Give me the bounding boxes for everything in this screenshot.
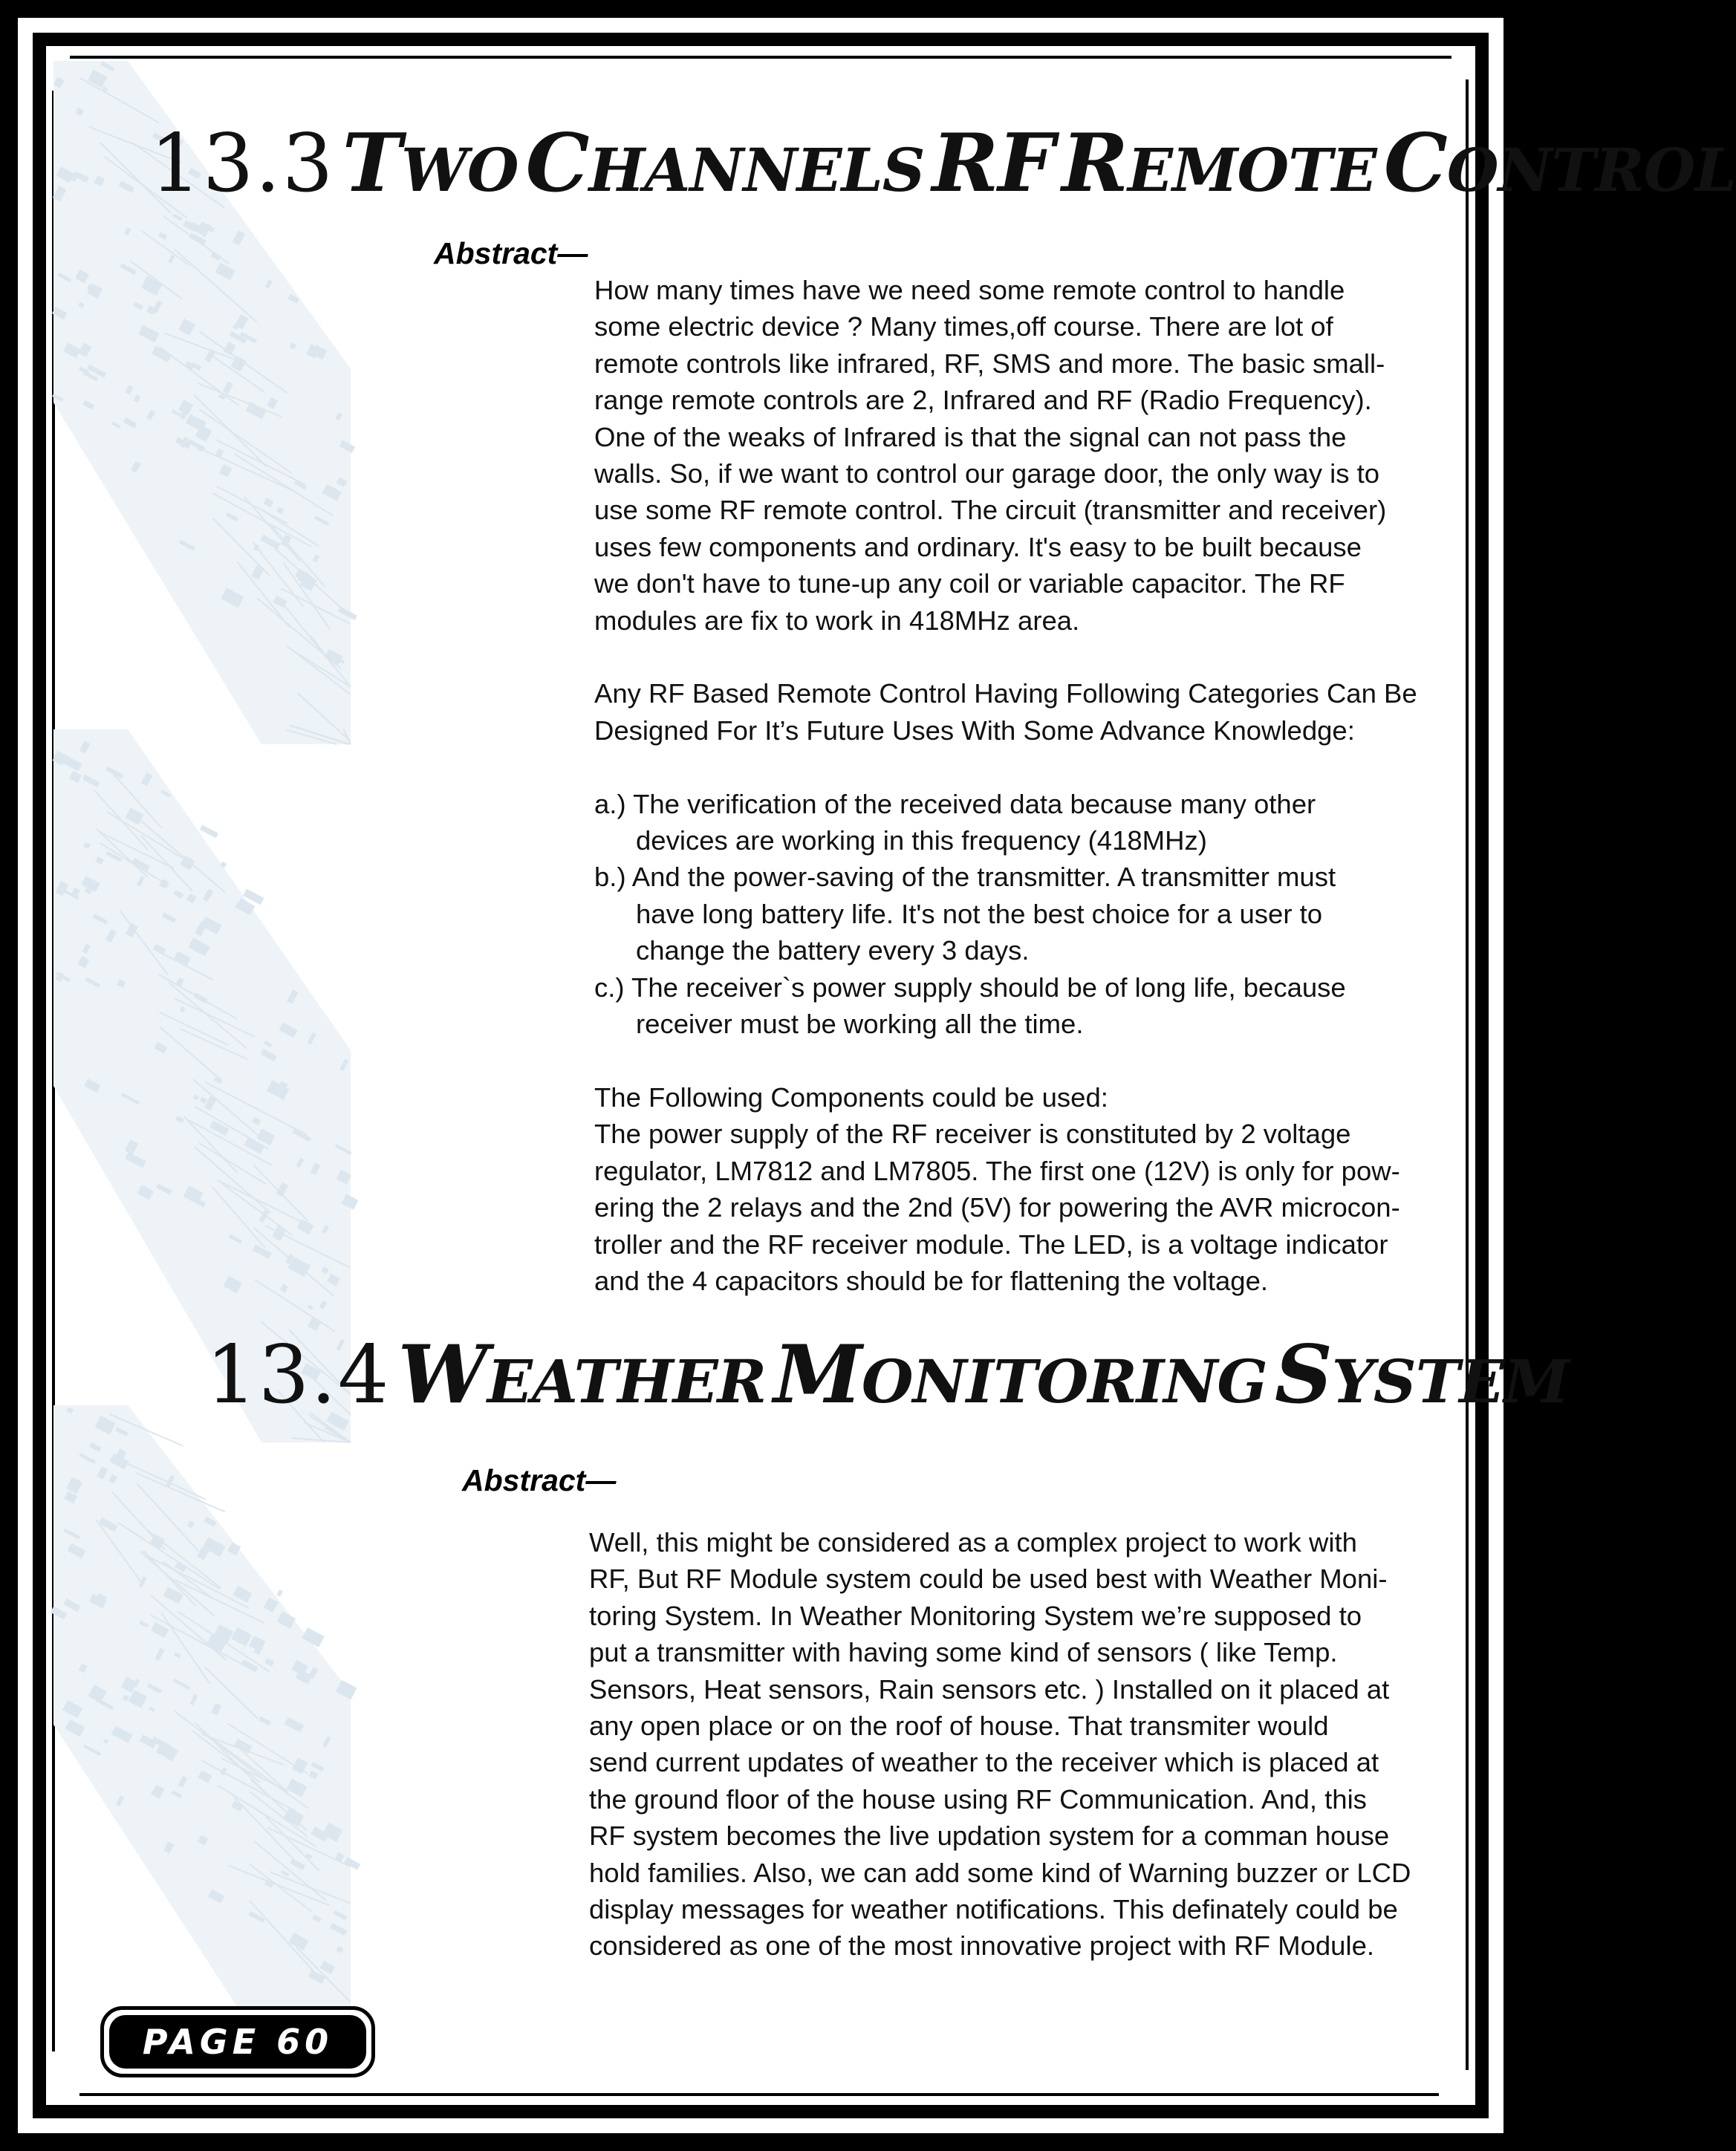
text-line: use some RF remote control. The circuit (transmitter and receiver) (594, 495, 1387, 526)
title-word-rest: ONTROL (1446, 135, 1736, 205)
title-word-rest: WO (400, 135, 518, 205)
paragraph-gap (594, 639, 1417, 675)
text-line: One of the weaks of Infrared is that the signal can not pass the (594, 421, 1347, 452)
section-number: 13.4 (206, 1329, 391, 1422)
title-word-initial: R (1062, 117, 1128, 210)
text-line: display messages for weather notifications. This definately could be (589, 1894, 1398, 1925)
abstract-label: Abstract— (434, 236, 588, 270)
section-heading-13-3 (150, 117, 1736, 210)
text-line: the ground floor of the house using RF Communication. And, this (589, 1783, 1367, 1815)
text-line: uses few components and ordinary. It's easy to be built because (594, 531, 1362, 562)
text-line: regulator, LM7812 and LM7805. The first one (12V) is only for pow- (594, 1155, 1400, 1186)
text-line: put a transmitter with having some kind of sensors ( like Temp. (589, 1637, 1338, 1668)
text-line: remote controls like infrared, RF, SMS and more. The basic small- (594, 348, 1385, 379)
text-line: modules are fix to work in 418MHz area. (594, 605, 1080, 636)
text-line: some electric device ? Many times,off course. There are lot of (594, 311, 1333, 342)
title-word-initial: T (342, 117, 401, 210)
title-word-rest: ONITORING (861, 1347, 1267, 1416)
text-line: RF system becomes the live updation system for a comman house (589, 1820, 1390, 1852)
text-line: RF, But RF Module system could be used best with Weather Moni- (589, 1563, 1388, 1595)
text-line: How many times have we need some remote control to handle (594, 275, 1345, 305)
circuit-pad (276, 1589, 283, 1597)
section-number: 13.3 (150, 117, 335, 210)
paragraph-gap (594, 1043, 1417, 1079)
right-rule (1466, 79, 1469, 2070)
text-line: c.) The receiver`s power supply should be of long life, because (594, 972, 1346, 1003)
page-number-badge (100, 2006, 375, 2077)
title-word-initial: S (1274, 1328, 1332, 1422)
title-word-initial: RF (932, 117, 1055, 210)
text-line: any open place or on the roof of house. That transmiter would (589, 1711, 1329, 1742)
text-line: Designed For It’s Future Uses With Some Advance Knowledge: (594, 715, 1355, 746)
paragraph-gap (594, 749, 1417, 785)
title-word-rest: EATHER (487, 1347, 767, 1416)
text-line: we don't have to tune-up any coil or variable capacitor. The RF (594, 568, 1345, 599)
text-line: The power supply of the RF receiver is constituted by 2 voltage (594, 1119, 1351, 1150)
text-line: walls. So, if we want to control our garage door, the only way is to (594, 458, 1380, 489)
text-line: The Following Components could be used: (594, 1081, 1108, 1113)
text-line: and the 4 capacitors should be for flattening the voltage. (594, 1265, 1269, 1296)
title-word-rest: EMOTE (1128, 135, 1376, 205)
text-line-continuation: devices are working in this frequency (418MHz) (636, 825, 1207, 856)
text-line-continuation: have long battery life. It's not the best choice for a user to (636, 898, 1323, 929)
top-rule (70, 56, 1451, 59)
title-word-rest: YSTEM (1331, 1347, 1569, 1416)
page (46, 46, 1736, 2105)
text-line: b.) And the power-saving of the transmitter. A transmitter must (594, 862, 1336, 893)
circuit-pattern-bottom (53, 1405, 351, 2044)
section-13-3-body (594, 272, 1417, 1299)
bottom-rule (79, 2093, 1439, 2096)
text-line: Sensors, Heat sensors, Rain sensors etc. ) Installed on it placed at (589, 1673, 1390, 1705)
text-line: a.) The verification of the received data because many other (594, 788, 1316, 819)
section-title (342, 117, 1736, 210)
section-13-4-body (589, 1524, 1411, 1965)
circuit-pad (200, 824, 218, 838)
text-line: send current updates of weather to the receiver which is placed at (589, 1747, 1379, 1778)
text-line: troller and the RF receiver module. The LED, is a voltage indicator (594, 1229, 1388, 1260)
text-line: hold families. Also, we can add some kind of Warning buzzer or LCD (589, 1857, 1411, 1888)
title-word-initial: C (525, 117, 589, 210)
page-number-label: PAGE 60 (109, 2015, 366, 2069)
section-heading-13-4 (206, 1328, 1569, 1422)
text-line: Well, this might be considered as a complex project to work with (589, 1527, 1357, 1558)
text-line: range remote controls are 2, Infrared and RF (Radio Frequency). (594, 385, 1372, 416)
text-line: ering the 2 relays and the 2nd (5V) for powering the AVR microcon- (594, 1192, 1400, 1223)
text-line-continuation: receiver must be working all the time. (636, 1009, 1084, 1040)
title-word-initial: W (397, 1328, 487, 1422)
text-line: Any RF Based Remote Control Having Following Categories Can Be (594, 678, 1417, 709)
title-word-initial: M (773, 1328, 862, 1422)
text-line: considered as one of the most innovative project with RF Module. (589, 1930, 1375, 1962)
section-title (397, 1328, 1569, 1422)
abstract-label: Abstract— (462, 1463, 617, 1497)
text-line: toring System. In Weather Monitoring System we’re supposed to (589, 1600, 1362, 1631)
title-word-initial: C (1383, 117, 1447, 210)
title-word-rest: HANNELS (588, 135, 925, 205)
text-line-continuation: change the battery every 3 days. (636, 935, 1030, 966)
